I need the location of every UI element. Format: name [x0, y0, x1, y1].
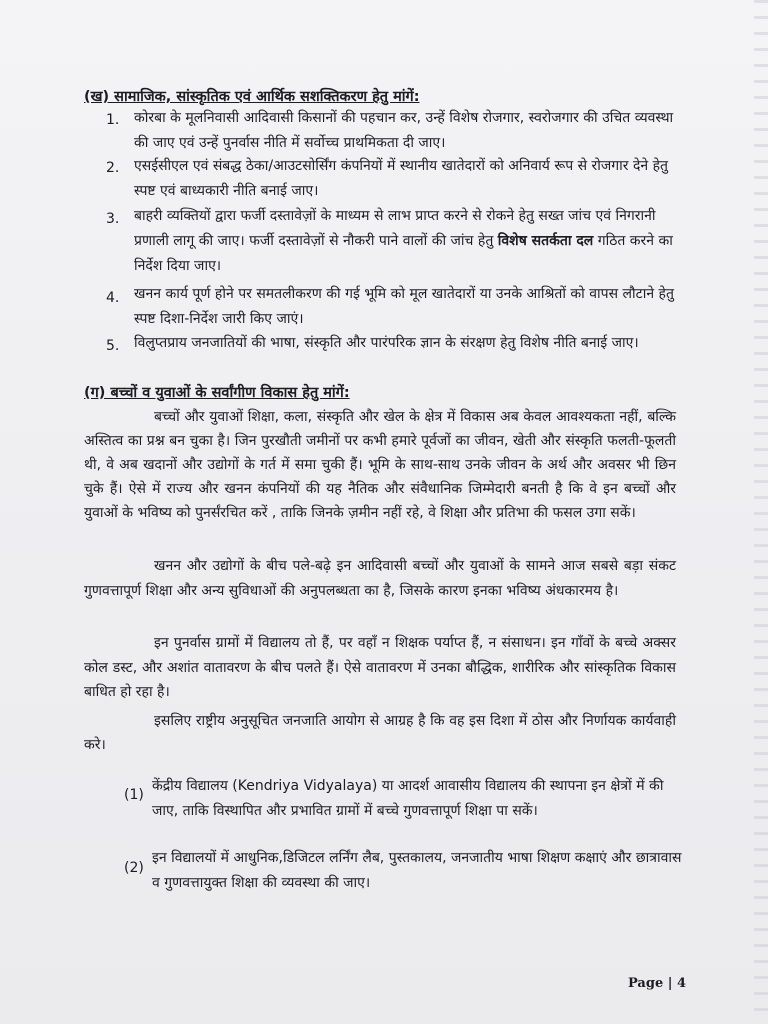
list-item-text: खनन कार्य पूर्ण होने पर समतलीकरण की गई भूमि को मूल खातेदारों या उनके आश्रितों को वापस लौटाने हेतु स्पष्ट दिशा-निर्देश जारी किए जाएं। [134, 286, 674, 327]
list-item-text: एसईसीएल एवं संबद्ध ठेका/आउटसोर्सिंग कंपनियों में स्थानीय खातेदारों को अनिवार्य रूप से रोजगार देने हेतु स्पष्ट एवं बाध्यकारी नीति बनाई जाए। [134, 158, 669, 199]
list-item-number: 1. [106, 112, 120, 128]
list-item-text: केंद्रीय विद्यालय (Kendriya Vidyalaya) या आदर्श आवासीय विद्यालय की स्थापना इन क्षेत्रों में की जाए, ताकि विस्थापित और प्रभावित ग्रामों में बच्चे गुणवत्तापूर्ण शिक्षा पा सकें। [152, 778, 664, 819]
list-item-text: विलुप्तप्राय जनजातियों की भाषा, संस्कृति और पारंपरिक ज्ञान के संरक्षण हेतु विशेष नीति बनाई जाए। [134, 335, 639, 351]
paragraph: इसलिए राष्ट्रीय अनुसूचित जनजाति आयोग से आग्रह है कि वह इस दिशा में ठोस और निर्णायक कार्यवाही करे। [84, 713, 676, 753]
list-item-number: (2) [124, 860, 144, 876]
list-item-text-part: बाहरी व्यक्तियों द्वारा फर्जी दस्तावेज़ों के माध्यम से लाभ प्राप्त करने से रोकने हेतु सख्त जांच एवं निगरानी प्रणाली लागू की जाए। फर्जी दस्तावेज़ों से नौकरी पाने वालों की जांच हेतु [134, 208, 656, 249]
list-item-number: 4. [106, 290, 120, 306]
list-item-number: 2. [106, 160, 120, 176]
list-item-text-part: गठित करने का निर्देश दिया जाए। [134, 233, 673, 274]
paragraph: बच्चों और युवाओं शिक्षा, कला, संस्कृति और खेल के क्षेत्र में विकास अब केवल आवश्यकता नहीं, बल्कि अस्तित्व का प्रश्न बन चुका है। जिन पुरखौती जमीनों पर कभी हमारे पूर्वजों का जीवन, खेती और संस्कृति फलती-फूलती थी, वे अब खदानों और उद्योगों के गर्त में समा चुकी हैं। भूमि के साथ-साथ उनके जीवन के अर्थ और अवसर भी छिन चुके हैं। ऐसे में राज्य और खनन कंपनियों की यह नैतिक और संवैधानिक जिम्मेदारी बनती है कि वे इन बच्चों और युवाओं के भविष्य को पुनर्संरचित करें , ताकि जिनके ज़मीन नहीं रहे, वे शिक्षा और प्रतिभा की फसल उगा सकें। [84, 409, 676, 521]
list-item-number: 3. [106, 211, 120, 227]
paragraph: इन पुनर्वास ग्रामों में विद्यालय तो हैं, पर वहाँ न शिक्षक पर्याप्त हैं, न संसाधन। इन गाँवों के बच्चे अक्सर कोल डस्ट, और अशांत वातावरण के बीच पलते हैं। ऐसे वातावरण में उनका बौद्धिक, शारीरिक और सांस्कृतिक विकास बाधित हो रहा है। [84, 635, 676, 700]
list-item-number: 5. [106, 338, 120, 354]
spiral-binding-edge [754, 0, 768, 1024]
list-item-text: इन विद्यालयों में आधुनिक,डिजिटल लर्निंग लैब, पुस्तकालय, जनजातीय भाषा शिक्षण कक्षाएं और छात्रावास व गुणवत्तायुक्त शिक्षा की व्यवस्था की जाए। [152, 850, 682, 891]
list-item-number: (1) [124, 787, 144, 803]
paragraph: खनन और उद्योगों के बीच पले-बढ़े इन आदिवासी बच्चों और युवाओं के सामने आज सबसे बड़ा संकट गुणवत्तापूर्ण शिक्षा और अन्य सुविधाओं की अनुपलब्धता का है, जिसके कारण इनका भविष्य अंधकारमय है। [84, 558, 676, 599]
list-item-text [134, 204, 678, 279]
highlighted-term: विशेष सतर्कता दल [497, 233, 594, 249]
list-item-text: कोरबा के मूलनिवासी आदिवासी किसानों की पहचान कर, उन्हें विशेष रोजगार, स्वरोजगार की उचित व्यवस्था की जाए एवं उन्हें पुनर्वास नीति में सर्वोच्च प्राथमिकता दी जाए। [134, 110, 674, 151]
section-kha-heading: (ख) सामाजिक, सांस्कृतिक एवं आर्थिक सशक्तिकरण हेतु मांगें: [84, 89, 420, 105]
page-number: Page | 4 [628, 976, 687, 991]
section-ga-heading: (ग) बच्चों व युवाओं के सर्वांगीण विकास हेतु मांगें: [84, 385, 350, 401]
